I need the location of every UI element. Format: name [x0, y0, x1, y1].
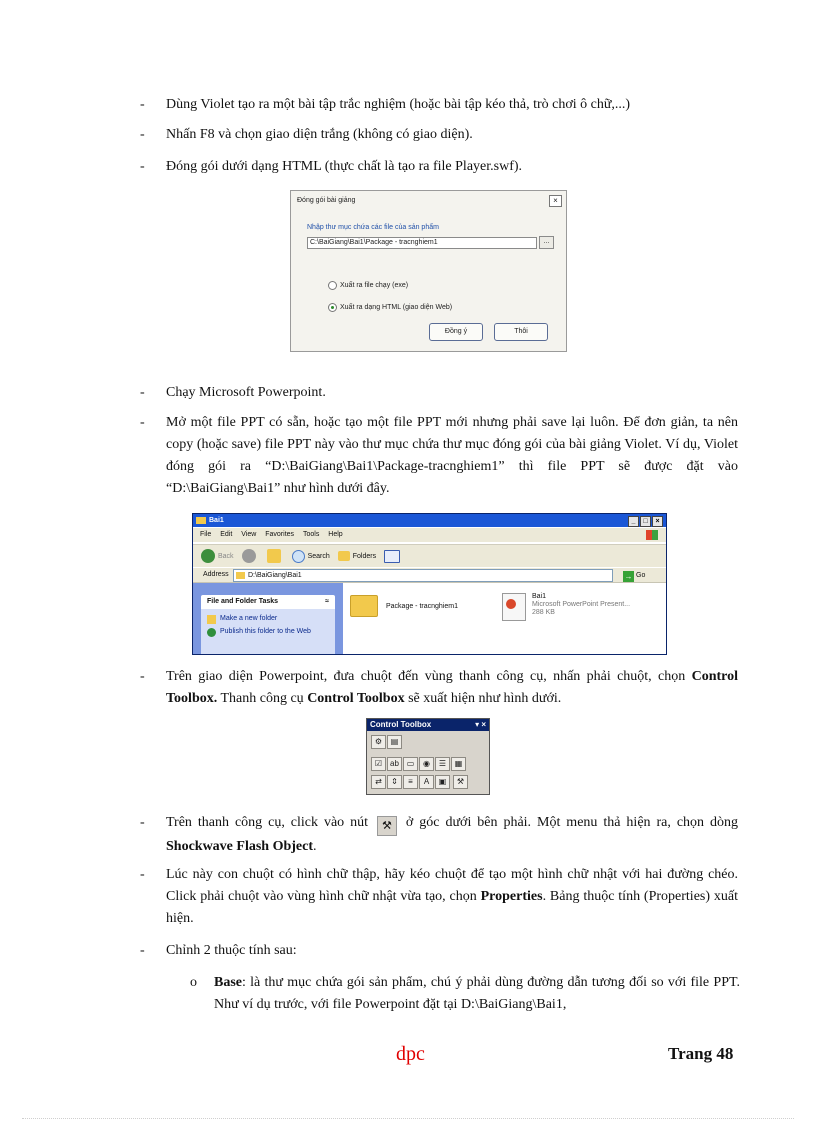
path-label: Nhập thư mục chứa các file của sản phẩm — [307, 224, 439, 231]
collapse-chevron-icon[interactable]: ≈ — [325, 598, 329, 605]
views-button[interactable] — [384, 550, 403, 563]
window-title: Bai1 — [209, 517, 224, 524]
go-label: Go — [636, 572, 646, 579]
browse-button[interactable]: ... — [539, 236, 554, 249]
bullet-text: Chạy Microsoft Powerpoint. — [166, 385, 326, 400]
folder-icon — [236, 572, 245, 579]
toolbox-window-controls[interactable]: ▾ × — [475, 720, 486, 729]
control-toolbox — [366, 718, 490, 795]
folder-icon — [196, 517, 206, 524]
toolbox-titlebar — [367, 719, 489, 731]
bullet-text — [166, 864, 738, 930]
bullet-text-part: . Bảng thuộc tính (Properties) xuất hiện. — [166, 889, 738, 926]
search-button[interactable] — [292, 550, 330, 563]
bullet-text: Đóng gói dưới dạng HTML (thực chất là tạo ra file Player.swf). — [166, 159, 523, 174]
task-pane — [193, 583, 343, 655]
bullet-bold-control-toolbox: Control Toolbox — [307, 691, 405, 706]
radio-html[interactable] — [328, 303, 452, 312]
textbox-icon[interactable]: ab — [387, 757, 402, 771]
toggle-button-icon[interactable]: ⇄ — [371, 775, 386, 789]
menu-file[interactable]: File — [200, 531, 212, 538]
bullet-text-part: . — [313, 839, 317, 854]
bullet-marker: - — [140, 943, 145, 958]
go-button[interactable] — [623, 569, 645, 583]
radio-html-label: Xuất ra dạng HTML (giao diện Web) — [340, 304, 453, 311]
cancel-button[interactable]: Thôi — [494, 323, 548, 341]
radio-dot-icon — [328, 281, 337, 290]
bullet-text — [166, 812, 738, 858]
address-input[interactable] — [233, 569, 613, 582]
menu-bar — [193, 528, 666, 542]
spin-button-icon[interactable]: ⇕ — [387, 775, 402, 789]
new-folder-icon — [207, 615, 216, 624]
task-publish-web-label: Publish this folder to the Web — [220, 628, 311, 635]
folders-label: Folders — [352, 552, 377, 560]
sub-bullet-text-part: : là thư mục chứa gói sản phẩm, chú ý phải dùng đường dẫn tương đối so với file PPT. Như ví dụ trước, với file Powerpoint đặt tại D:\BaiGiang\Bai1, — [214, 975, 740, 1012]
toolbox-title: Control Toolbox — [370, 720, 432, 729]
address-label: Address — [203, 571, 229, 578]
close-icon[interactable]: × — [549, 195, 562, 207]
bullet-bold-shockwave: Shockwave Flash Object — [166, 839, 313, 854]
bullet-marker: - — [140, 159, 145, 174]
bullet-text-part: ở góc dưới bên phải. Một menu thả hiện ra, chọn dòng — [399, 815, 738, 830]
design-mode-icon[interactable]: ⚙ — [371, 735, 386, 749]
menu-help[interactable]: Help — [328, 531, 343, 538]
bullet-text-part: sẽ xuất hiện như hình dưới. — [404, 691, 562, 706]
views-icon — [384, 550, 400, 563]
task-header-label: File and Folder Tasks — [207, 598, 279, 605]
bullet-marker: - — [140, 669, 145, 684]
ok-button[interactable]: Đồng ý — [429, 323, 483, 341]
footer-watermark: dpc — [396, 1043, 425, 1065]
search-label: Search — [307, 552, 330, 560]
option-button-icon[interactable]: ◉ — [419, 757, 434, 771]
back-button[interactable] — [201, 549, 234, 563]
up-folder-button[interactable] — [267, 549, 284, 563]
menu-tools[interactable]: Tools — [303, 531, 320, 538]
bullet-marker: - — [140, 867, 145, 882]
bullet-bold-control-toolbox: Control Toolbox. — [166, 669, 738, 706]
listbox-icon[interactable]: ☰ — [435, 757, 450, 771]
task-new-folder-label: Make a new folder — [220, 615, 278, 622]
bullet-text: Dùng Violet tạo ra một bài tập trắc nghiệm (hoặc bài tập kéo thả, trò chơi ô chữ,...) — [166, 97, 631, 112]
forward-arrow-icon — [242, 549, 256, 563]
checkbox-icon[interactable]: ☑ — [371, 757, 386, 771]
folders-button[interactable] — [338, 551, 376, 561]
page-bottom-divider — [22, 1118, 794, 1119]
window-titlebar — [193, 514, 666, 527]
scrollbar-icon[interactable]: ≡ — [403, 775, 418, 789]
back-label: Back — [218, 552, 234, 560]
back-arrow-icon — [201, 549, 215, 563]
bullet-marker: - — [140, 127, 145, 142]
radio-exe[interactable] — [328, 281, 408, 290]
explorer-window — [192, 513, 667, 655]
bullet-text-part: Thanh công cụ — [217, 691, 308, 706]
menu-view[interactable]: View — [241, 531, 257, 538]
bullet-marker: - — [140, 385, 145, 400]
folders-icon — [338, 551, 350, 561]
ppt-file-type: Microsoft PowerPoint Present... — [532, 601, 631, 608]
ppt-file-info[interactable] — [532, 593, 630, 617]
bullet-text: Chỉnh 2 thuộc tính sau: — [166, 943, 297, 958]
path-input[interactable]: C:\BaiGiang\Bai1\Package - tracnghiem1 — [307, 237, 537, 249]
file-list — [344, 583, 666, 655]
menu-favorites[interactable]: Favorites — [265, 531, 295, 538]
task-new-folder[interactable] — [207, 615, 277, 624]
maximize-icon[interactable]: □ — [640, 516, 651, 527]
radio-dot-selected-icon — [328, 303, 337, 312]
image-icon[interactable]: ▣ — [435, 775, 450, 789]
toolbar — [193, 544, 666, 567]
bullet-bold-properties: Properties — [480, 889, 543, 904]
address-bar — [193, 568, 666, 583]
task-header[interactable] — [201, 595, 335, 609]
dialog-title: Đóng gói bài giảng — [297, 197, 356, 204]
bullet-text: Mở một file PPT có sẵn, hoặc tạo một file PPT mới nhưng phải save lại luôn. Để đơn giản, ta nên copy (hoặc save) file PPT này vào thư mục chứa thư mục đóng gói của bài giảng Violet. Ví dụ, Violet đóng gói ra “D:\BaiGiang\Bai1\Package-tracnghiem1” thì file PPT sẽ được đặt vào “D:\BaiGiang\Bai1” như hình dưới đây. — [166, 415, 738, 496]
bullet-text-part: Lúc này con chuột có hình chữ thập, hãy kéo chuột để tạo một hình chữ nhật với hai đường chéo. Click phải chuột vào vùng hình chữ nhật vừa tạo, chọn — [166, 867, 738, 904]
powerpoint-file-icon[interactable] — [502, 593, 526, 621]
address-value: D:\BaiGiang\Bai1 — [248, 572, 302, 579]
radio-exe-label: Xuất ra file chạy (exe) — [340, 282, 409, 289]
windows-logo-icon — [646, 530, 658, 540]
sub-bullet-text — [214, 972, 740, 1016]
bullet-text-part: Trên thanh công cụ, click vào nút — [166, 815, 374, 830]
package-dialog — [290, 190, 567, 352]
label-icon[interactable]: A — [419, 775, 434, 789]
package-folder-icon[interactable] — [350, 595, 378, 617]
bullet-text-part: Trên giao diện Powerpoint, đưa chuột đến vùng thanh công cụ, nhấn phải chuột, chọn — [166, 669, 692, 684]
sub-bullet-marker: o — [190, 975, 197, 990]
more-controls-icon[interactable]: ⚒ — [453, 775, 468, 789]
page-number: Trang 48 — [668, 1044, 734, 1063]
ppt-file-name: Bai1 — [532, 593, 547, 600]
command-button-icon[interactable]: ▭ — [403, 757, 418, 771]
window-controls — [628, 516, 663, 527]
sub-bullet-bold-base: Base — [214, 975, 242, 990]
combobox-icon[interactable]: ▦ — [451, 757, 466, 771]
ppt-file-size: 288 KB — [532, 609, 555, 616]
properties-icon[interactable]: ▤ — [387, 735, 402, 749]
package-folder-name[interactable]: Package - tracnghiem1 — [386, 603, 458, 610]
menu-edit[interactable]: Edit — [220, 531, 233, 538]
globe-icon — [207, 628, 216, 637]
bullet-text — [166, 666, 738, 710]
search-icon — [292, 550, 305, 563]
bullet-text: Nhấn F8 và chọn giao diện trắng (không có giao diện). — [166, 127, 473, 142]
bullet-marker: - — [140, 97, 145, 112]
minimize-icon[interactable]: _ — [628, 516, 639, 527]
task-publish-web[interactable] — [207, 628, 317, 637]
bullet-marker: - — [140, 415, 145, 430]
more-controls-icon: ⚒ — [377, 816, 397, 836]
task-list — [201, 609, 335, 655]
up-folder-icon — [267, 549, 281, 563]
go-arrow-icon: → — [624, 571, 633, 581]
bullet-marker: - — [140, 815, 145, 830]
close-icon[interactable]: × — [652, 516, 663, 527]
forward-button[interactable] — [242, 549, 259, 563]
